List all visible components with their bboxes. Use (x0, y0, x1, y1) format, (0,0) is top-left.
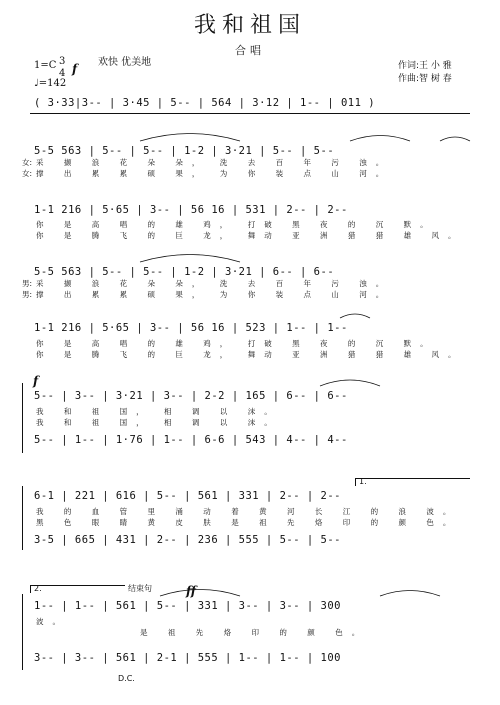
system-8-lower-notes: 3-- | 3-- | 561 | 2-1 | 555 | 1-- | 1-- | 100 (34, 652, 341, 664)
slur (320, 380, 380, 386)
slur (380, 591, 440, 597)
system-8-upper-notes: 1-- | 1-- | 561 | 5-- | 331 | 3-- | 3-- | 300 (34, 600, 341, 612)
system-7-upper-notes: 6-1 | 221 | 616 | 5-- | 561 | 331 | 2-- | 2-- (34, 490, 341, 502)
system-4-lyric-2: 撑 出 累 累 硕 果， 为 你 装 点 山 河。 (36, 290, 393, 299)
opening-dynamic: f (72, 62, 78, 76)
slur (160, 590, 240, 597)
lyricist-credit: 作词:王 小 雅 (398, 61, 452, 71)
composer-credit: 作曲:智 树 春 (398, 74, 452, 84)
system-5-notes: 1-1 216 | 5·65 | 3-- | 56 16 | 523 | 1-- | 1-- (34, 322, 348, 334)
system-6-lyric-2: 我 和 祖 国， 相 调 以 沫。 (36, 418, 281, 427)
system-4-label-2: 男: (22, 290, 33, 299)
system-3-lyric-2: 你 是 腾 飞 的 巨 龙， 舞动 亚 洲 猎 猎 雄 风。 (36, 231, 465, 240)
expression-marking: 欢快 优美地 (98, 57, 152, 68)
system-2-lyric-2: 撑 出 累 累 硕 果， 为 你 装 点 山 河。 (36, 169, 393, 178)
system-1-notes: ( 3·33|3-- | 3·45 | 5-- | 564 | 3·12 | 1-- | 011 ) (34, 97, 376, 109)
system-7-lyric-2: 黑 色 眼 睛 黄 皮 肤 是 祖 先 烙 印 的 颜 色。 (36, 518, 460, 527)
system-2-label-1: 女: (22, 158, 33, 167)
slur (350, 136, 410, 142)
slur (140, 134, 240, 142)
key-signature: 1=C (34, 60, 57, 71)
da-capo-marking: D.C. (118, 674, 135, 683)
slur (440, 137, 470, 141)
system-5-lyric-2: 你 是 腾 飞 的 巨 龙， 舞动 亚 洲 猎 猎 雄 风。 (36, 350, 465, 359)
coda-label: 结束句 (128, 584, 152, 593)
time-sig-denominator: 4 (59, 68, 66, 79)
volta-1-label: 1. (359, 477, 367, 486)
system-4-notes: 5-5 563 | 5-- | 5-- | 1-2 | 3·21 | 6-- | 6-- (34, 266, 335, 278)
tempo-marking: ♩=142 (34, 78, 67, 89)
volta-2-label: 2. (34, 584, 42, 593)
system-2-lyric-1: 采 撷 浪 花 朵 朵， 洗 去 百 年 污 浊。 (36, 158, 393, 167)
system-3-notes: 1-1 216 | 5·65 | 3-- | 56 16 | 531 | 2-- | 2-- (34, 204, 348, 216)
time-sig-numerator: 3 (59, 56, 66, 67)
slur (340, 314, 370, 318)
song-subtitle: 合唱 (235, 44, 265, 57)
system-8-lyric-1: 波。 (36, 617, 69, 626)
slur (140, 255, 240, 263)
system-8-lyric-2: 是 祖 先 烙 印 的 颜 色。 (140, 628, 369, 637)
system-7-lyric-1: 我 的 血 管 里 涌 动 着 黄 河 长 江 的 浪 波。 (36, 507, 460, 516)
system-5-lyric-1: 你 是 高 唱 的 雄 鸡， 打破 黑 夜 的 沉 默。 (36, 339, 437, 348)
system-2-notes: 5-5 563 | 5-- | 5-- | 1-2 | 3·21 | 5-- | 5-- (34, 145, 335, 157)
system-6-upper-notes: 5-- | 3-- | 3·21 | 3-- | 2-2 | 165 | 6-- | 6-- (34, 390, 348, 402)
system-6-lyric-1: 我 和 祖 国， 相 调 以 沫。 (36, 407, 281, 416)
system-6-lower-notes: 5-- | 1-- | 1·76 | 1-- | 6-6 | 543 | 4-- | 4-- (34, 434, 348, 446)
system-4-lyric-1: 采 撷 浪 花 朵 朵， 洗 去 百 年 污 浊。 (36, 279, 393, 288)
system-4-label-1: 男: (22, 279, 33, 288)
system-6-dynamic: f (33, 374, 39, 388)
song-title: 我和祖国 (193, 13, 306, 38)
system-3-lyric-1: 你 是 高 唱 的 雄 鸡， 打破 黑 夜 的 沉 默。 (36, 220, 437, 229)
coda-dynamic: ff (186, 584, 196, 598)
system-2-label-2: 女: (22, 169, 33, 178)
system-7-lower-notes: 3-5 | 665 | 431 | 2-- | 236 | 555 | 5-- | 5-- (34, 534, 341, 546)
